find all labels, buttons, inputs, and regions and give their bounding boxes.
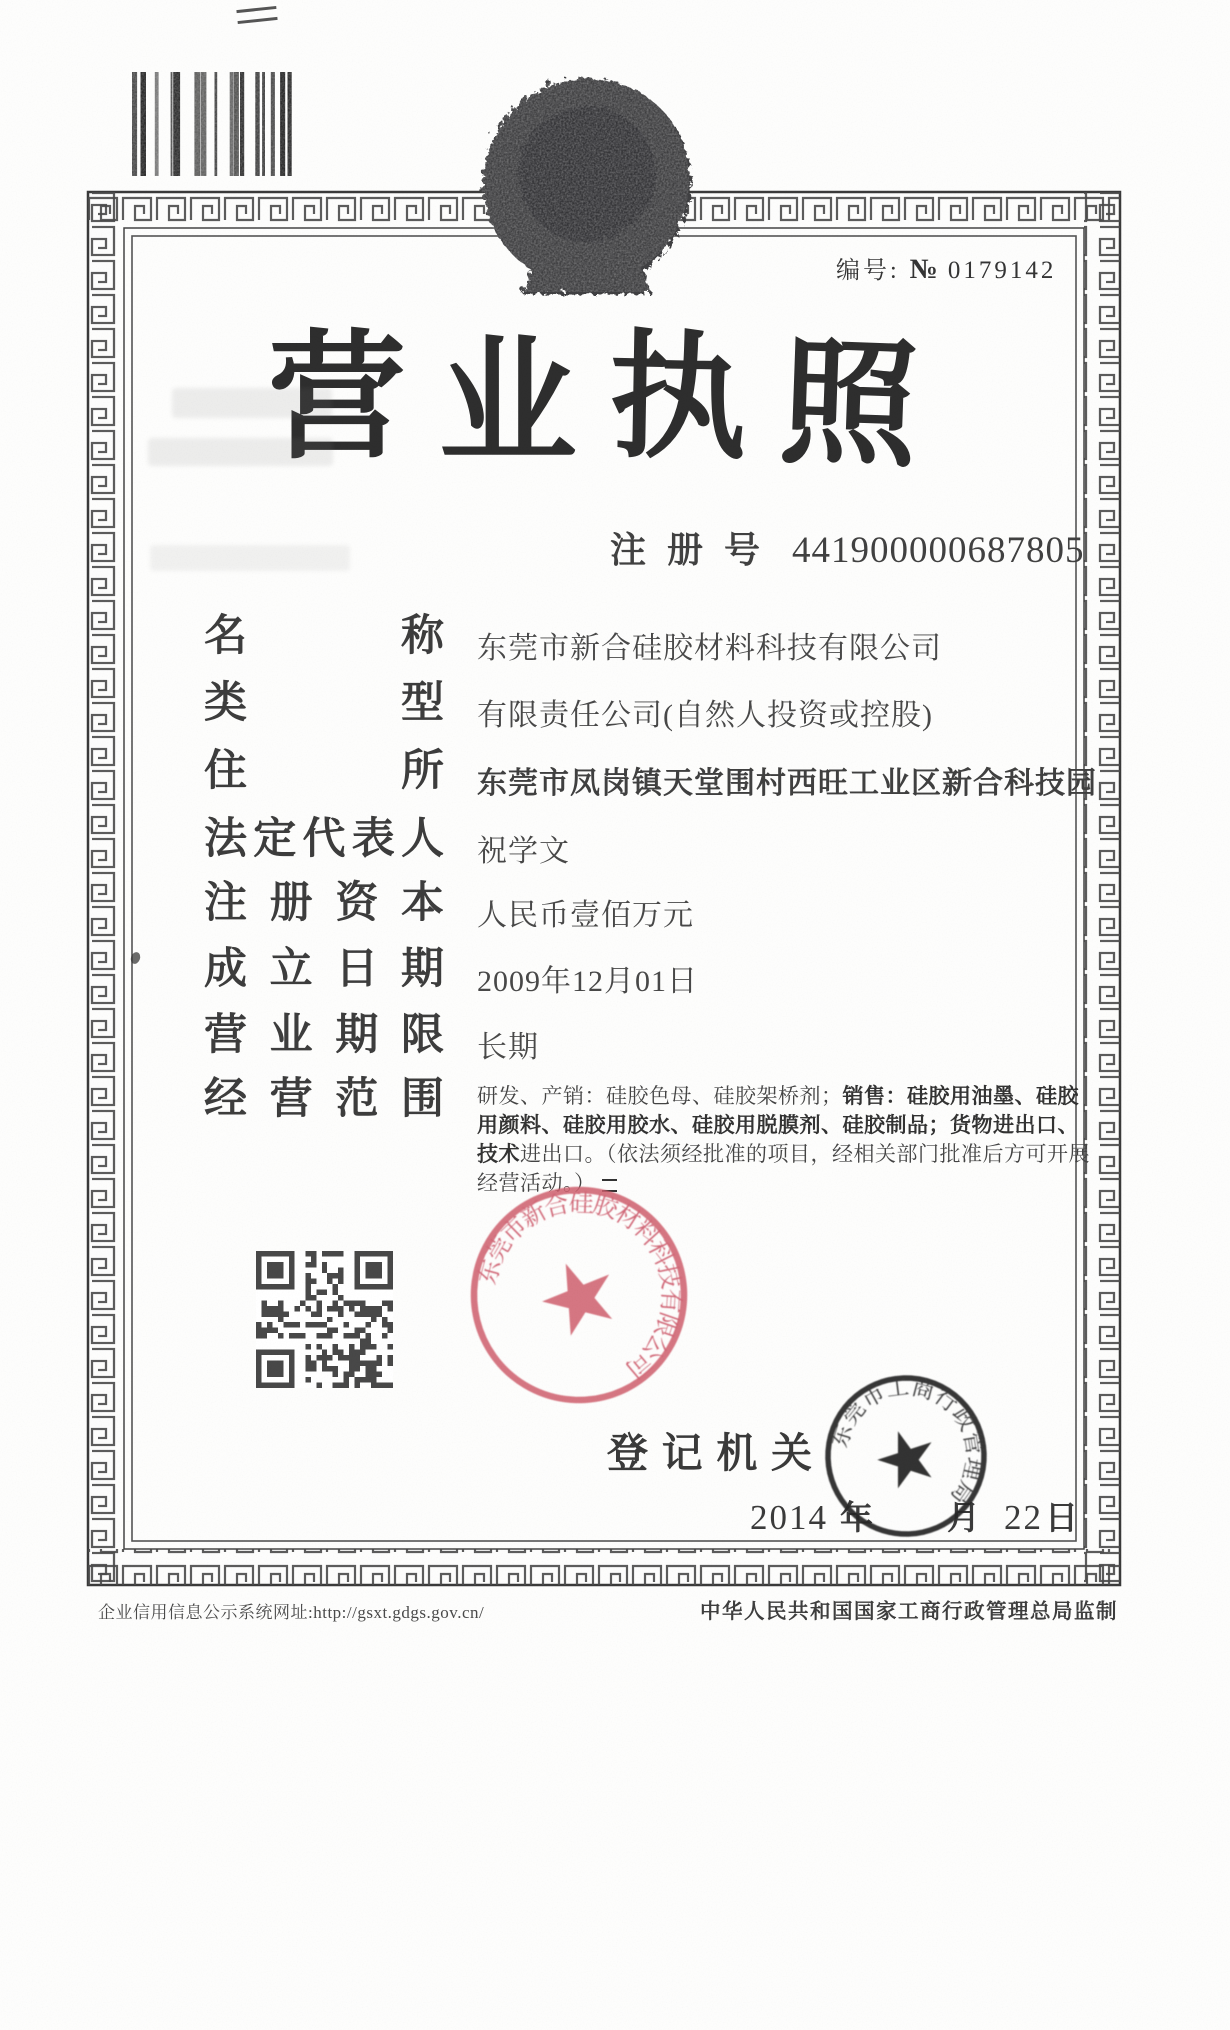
registrar-label [607,1420,812,1479]
field-label: 类 型 [204,680,444,727]
field-label: 住 所 [204,748,444,795]
scan-artifact-mark [236,6,277,24]
barcode-image [128,70,296,182]
field-row-address [204,748,1097,802]
field-value: 人民币壹佰万元 [477,899,694,932]
serial-label: 编号: [836,258,900,284]
year-unit: 年 [840,1501,873,1537]
field-row-business-term [204,1014,1094,1066]
issue-year: 2014 [750,1498,828,1537]
field-row-establishment-date [204,948,1094,1000]
scope-part-2: 销售：硅胶用油墨、硅胶用颜料、硅胶用胶水、硅胶用脱膜剂、硅胶制品；货物进出口、技术 [477,1084,1079,1166]
scan-smudge [172,388,332,418]
registration-number-value: 441900000687805 [792,530,1085,571]
registry-seal-text: 东莞市工商行政管理局 [826,1373,988,1510]
star-icon [871,1422,942,1491]
company-seal-text: 东莞市新合硅胶材料科技有限公司 [474,1189,685,1384]
field-value: 祝学文 [477,835,570,868]
field-value: 有限责任公司(自然人投资或控股) [477,699,933,732]
serial-number-line [836,250,1056,286]
field-label: 经 营 范 围 [204,1076,444,1123]
registrar-label-text: 登 记 机 关 [607,1430,812,1476]
footer-public-info-url: 企业信用信息公示系统网址:http://gsxt.gdgs.gov.cn/ [98,1603,485,1622]
field-label: 名 称 [204,613,444,660]
registry-seal-stamp [800,1350,1012,1562]
field-label: 成 立 日 期 [204,946,444,993]
field-label: 注 册 资 本 [204,880,444,927]
numero-sign: № [909,254,938,285]
registration-number-line [610,522,1085,573]
star-icon [532,1250,625,1341]
field-value: 2009年12月01日 [477,965,698,998]
issue-day: 22 [1004,1498,1043,1537]
license-title-text: 营 业 执 照 [268,319,921,485]
field-value: 东莞市凤岗镇天堂围村西旺工业区新合科技园 [477,767,1097,800]
national-emblem-image [460,52,710,302]
footer-issuing-authority: 中华人民共和国国家工商行政管理总局监制 [700,1601,1118,1623]
field-row-type [204,682,1094,734]
field-label: 营 业 期 限 [204,1012,444,1059]
field-row-registered-capital [204,882,1094,934]
scope-part-3: 进出口。（依法须经批准的项目，经相关部门批准后方可开展经营活动。） [477,1142,1090,1195]
serial-number: 0179142 [947,257,1057,284]
field-value: 长期 [477,1031,539,1064]
field-row-legal-representative [204,818,1094,870]
field-row-name [204,615,1094,667]
scope-part-1: 研发、产销：硅胶色母、硅胶架桥剂； [477,1084,843,1108]
license-title [268,319,921,485]
registration-number-label: 注 册 号 [610,530,760,570]
company-seal-stamp [455,1170,705,1420]
qr-code-image [256,1251,393,1388]
field-label: 法 定 代 表 人 [204,816,444,863]
month-unit: 月 [947,1501,980,1537]
day-unit: 日 [1045,1501,1078,1537]
scan-smudge [148,438,333,466]
scan-smudge [150,545,350,571]
field-value: 东莞市新合硅胶材料科技有限公司 [477,632,942,665]
